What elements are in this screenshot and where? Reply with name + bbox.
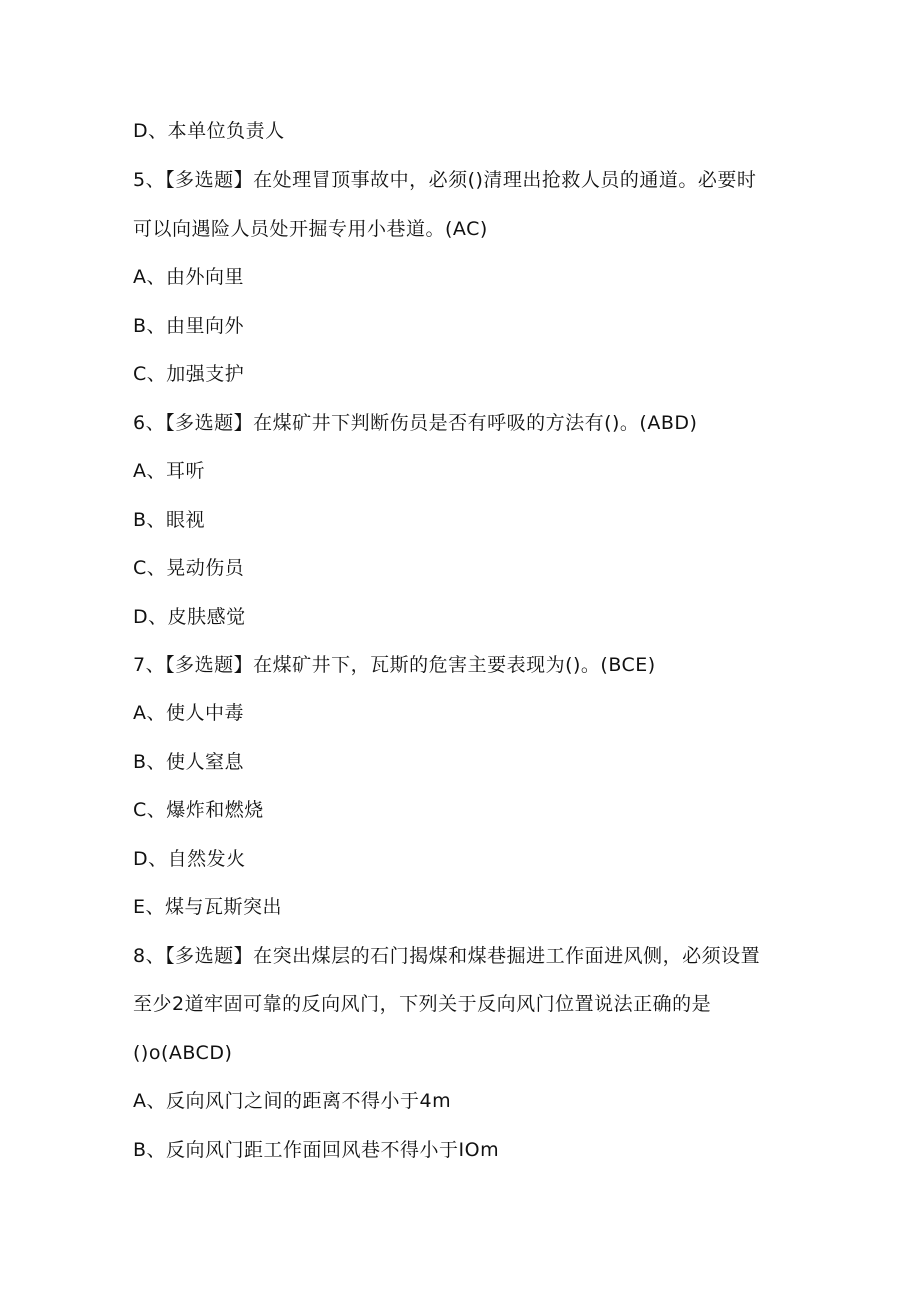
option-q5-a: A、由外向里 — [133, 266, 244, 288]
option-q6-b: B、眼视 — [133, 509, 206, 531]
question-5-line-2: 可以向遇险人员处开掘专用小巷道。(AC) — [133, 218, 488, 240]
option-q6-d: D、皮肤感觉 — [133, 606, 246, 628]
option-q8-b: B、反向风门距工作面回风巷不得小于IOm — [133, 1139, 500, 1161]
question-6: 6、【多选题】在煤矿井下判断伤员是否有呼吸的方法有()。(ABD) — [133, 412, 698, 434]
option-q5-c: C、加强支护 — [133, 363, 245, 385]
option-q8-a: A、反向风门之间的距离不得小于4m — [133, 1090, 452, 1112]
option-q6-a: A、耳听 — [133, 460, 205, 482]
option-q7-d: D、自然发火 — [133, 848, 246, 870]
question-8-line-2: 至少2道牢固可靠的反向风门，下列关于反向风门位置说法正确的是 — [133, 993, 712, 1015]
option-q4-d: D、本单位负责人 — [133, 120, 285, 142]
option-q7-a: A、使人中毒 — [133, 702, 244, 724]
option-q5-b: B、由里向外 — [133, 315, 245, 337]
option-q7-e: E、煤与瓦斯突出 — [133, 896, 283, 918]
option-q6-c: C、晃动伤员 — [133, 557, 245, 579]
question-8-line-1: 8、【多选题】在突出煤层的石门揭煤和煤巷掘进工作面进风侧，必须设置 — [133, 945, 761, 967]
question-5-line-1: 5、【多选题】在处理冒顶事故中，必须()清理出抢救人员的通道。必要时 — [133, 169, 757, 191]
option-q7-c: C、爆炸和燃烧 — [133, 799, 264, 821]
option-q7-b: B、使人窒息 — [133, 751, 245, 773]
question-7: 7、【多选题】在煤矿井下，瓦斯的危害主要表现为()。(BCE) — [133, 654, 656, 676]
question-8-line-3: ()o(ABCD) — [133, 1042, 233, 1064]
